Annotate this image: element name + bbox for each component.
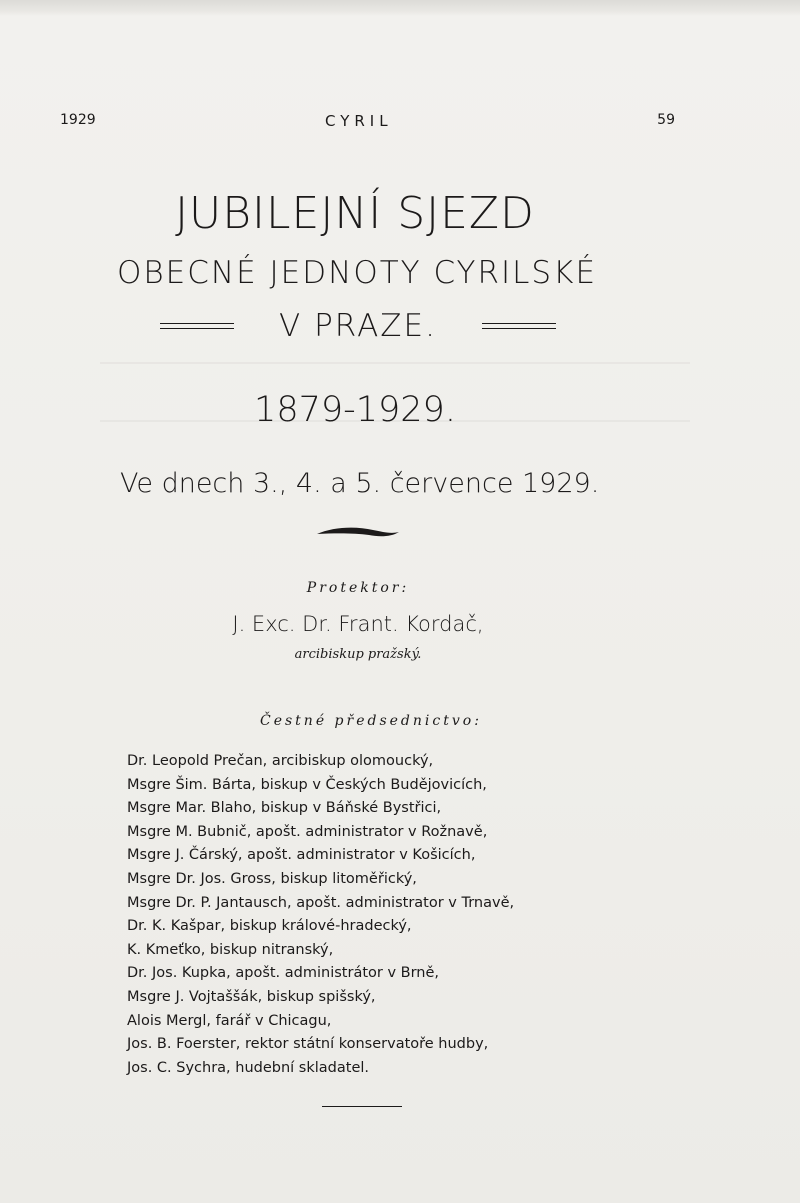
double-rule-right <box>482 323 556 329</box>
list-item: Jos. B. Foerster, rektor státní konservatoře hudby, <box>127 1036 489 1053</box>
protector-label: Protektor: <box>306 580 410 596</box>
page-edge-shadow <box>0 0 800 16</box>
headline-line-1: JUBILEJNÍ SJEZD <box>175 188 535 239</box>
headline-line-3: V PRAZE. <box>279 308 437 344</box>
closing-rule <box>322 1106 402 1107</box>
list-item: Jos. C. Sychra, hudební skladatel. <box>127 1059 370 1076</box>
event-dates: Ve dnech 3., 4. a 5. července 1929. <box>120 468 600 499</box>
list-item: Dr. Jos. Kupka, apošt. administrátor v Brně, <box>127 965 440 982</box>
list-item: Msgre Dr. P. Jantausch, apošt. administrator v Trnavě, <box>127 894 515 911</box>
list-item: Msgre J. Čárský, apošt. administrator v Košicích, <box>127 847 476 864</box>
anniversary-years: 1879-1929. <box>254 390 456 430</box>
list-item: K. Kmeťko, biskup nitranský, <box>127 941 334 958</box>
ornament-swash <box>315 524 401 544</box>
list-item: Dr. K. Kašpar, biskup králové-hradecký, <box>127 918 412 935</box>
list-item: Msgre Šim. Bárta, biskup v Českých Budějovicích, <box>127 776 487 793</box>
protector-title: arcibiskup pražský. <box>294 647 422 662</box>
header-journal-title: CYRIL <box>325 112 393 130</box>
honorary-presidium-list <box>127 750 687 1080</box>
honorary-presidium-label: Čestné předsednictvo: <box>260 713 482 729</box>
list-item: Alois Mergl, farář v Chicagu, <box>127 1012 332 1029</box>
list-item: Dr. Leopold Prečan, arcibiskup olomoucký, <box>127 753 434 769</box>
header-year: 1929 <box>60 112 96 128</box>
list-item: Msgre M. Bubnič, apošt. administrator v Rožnavě, <box>127 823 488 840</box>
headline-line-3-row <box>160 308 556 344</box>
double-rule-left <box>160 323 234 329</box>
header-page-number: 59 <box>657 112 675 128</box>
list-item: Msgre J. Vojtaššák, biskup spišský, <box>127 988 376 1005</box>
list-item: Msgre Mar. Blaho, biskup v Báňské Bystřici, <box>127 800 442 817</box>
protector-name: J. Exc. Dr. Frant. Kordač, <box>232 612 484 636</box>
headline-line-2: OBECNÉ JEDNOTY CYRILSKÉ <box>116 255 598 291</box>
list-item: Msgre Dr. Jos. Gross, biskup litoměřický, <box>127 870 417 887</box>
